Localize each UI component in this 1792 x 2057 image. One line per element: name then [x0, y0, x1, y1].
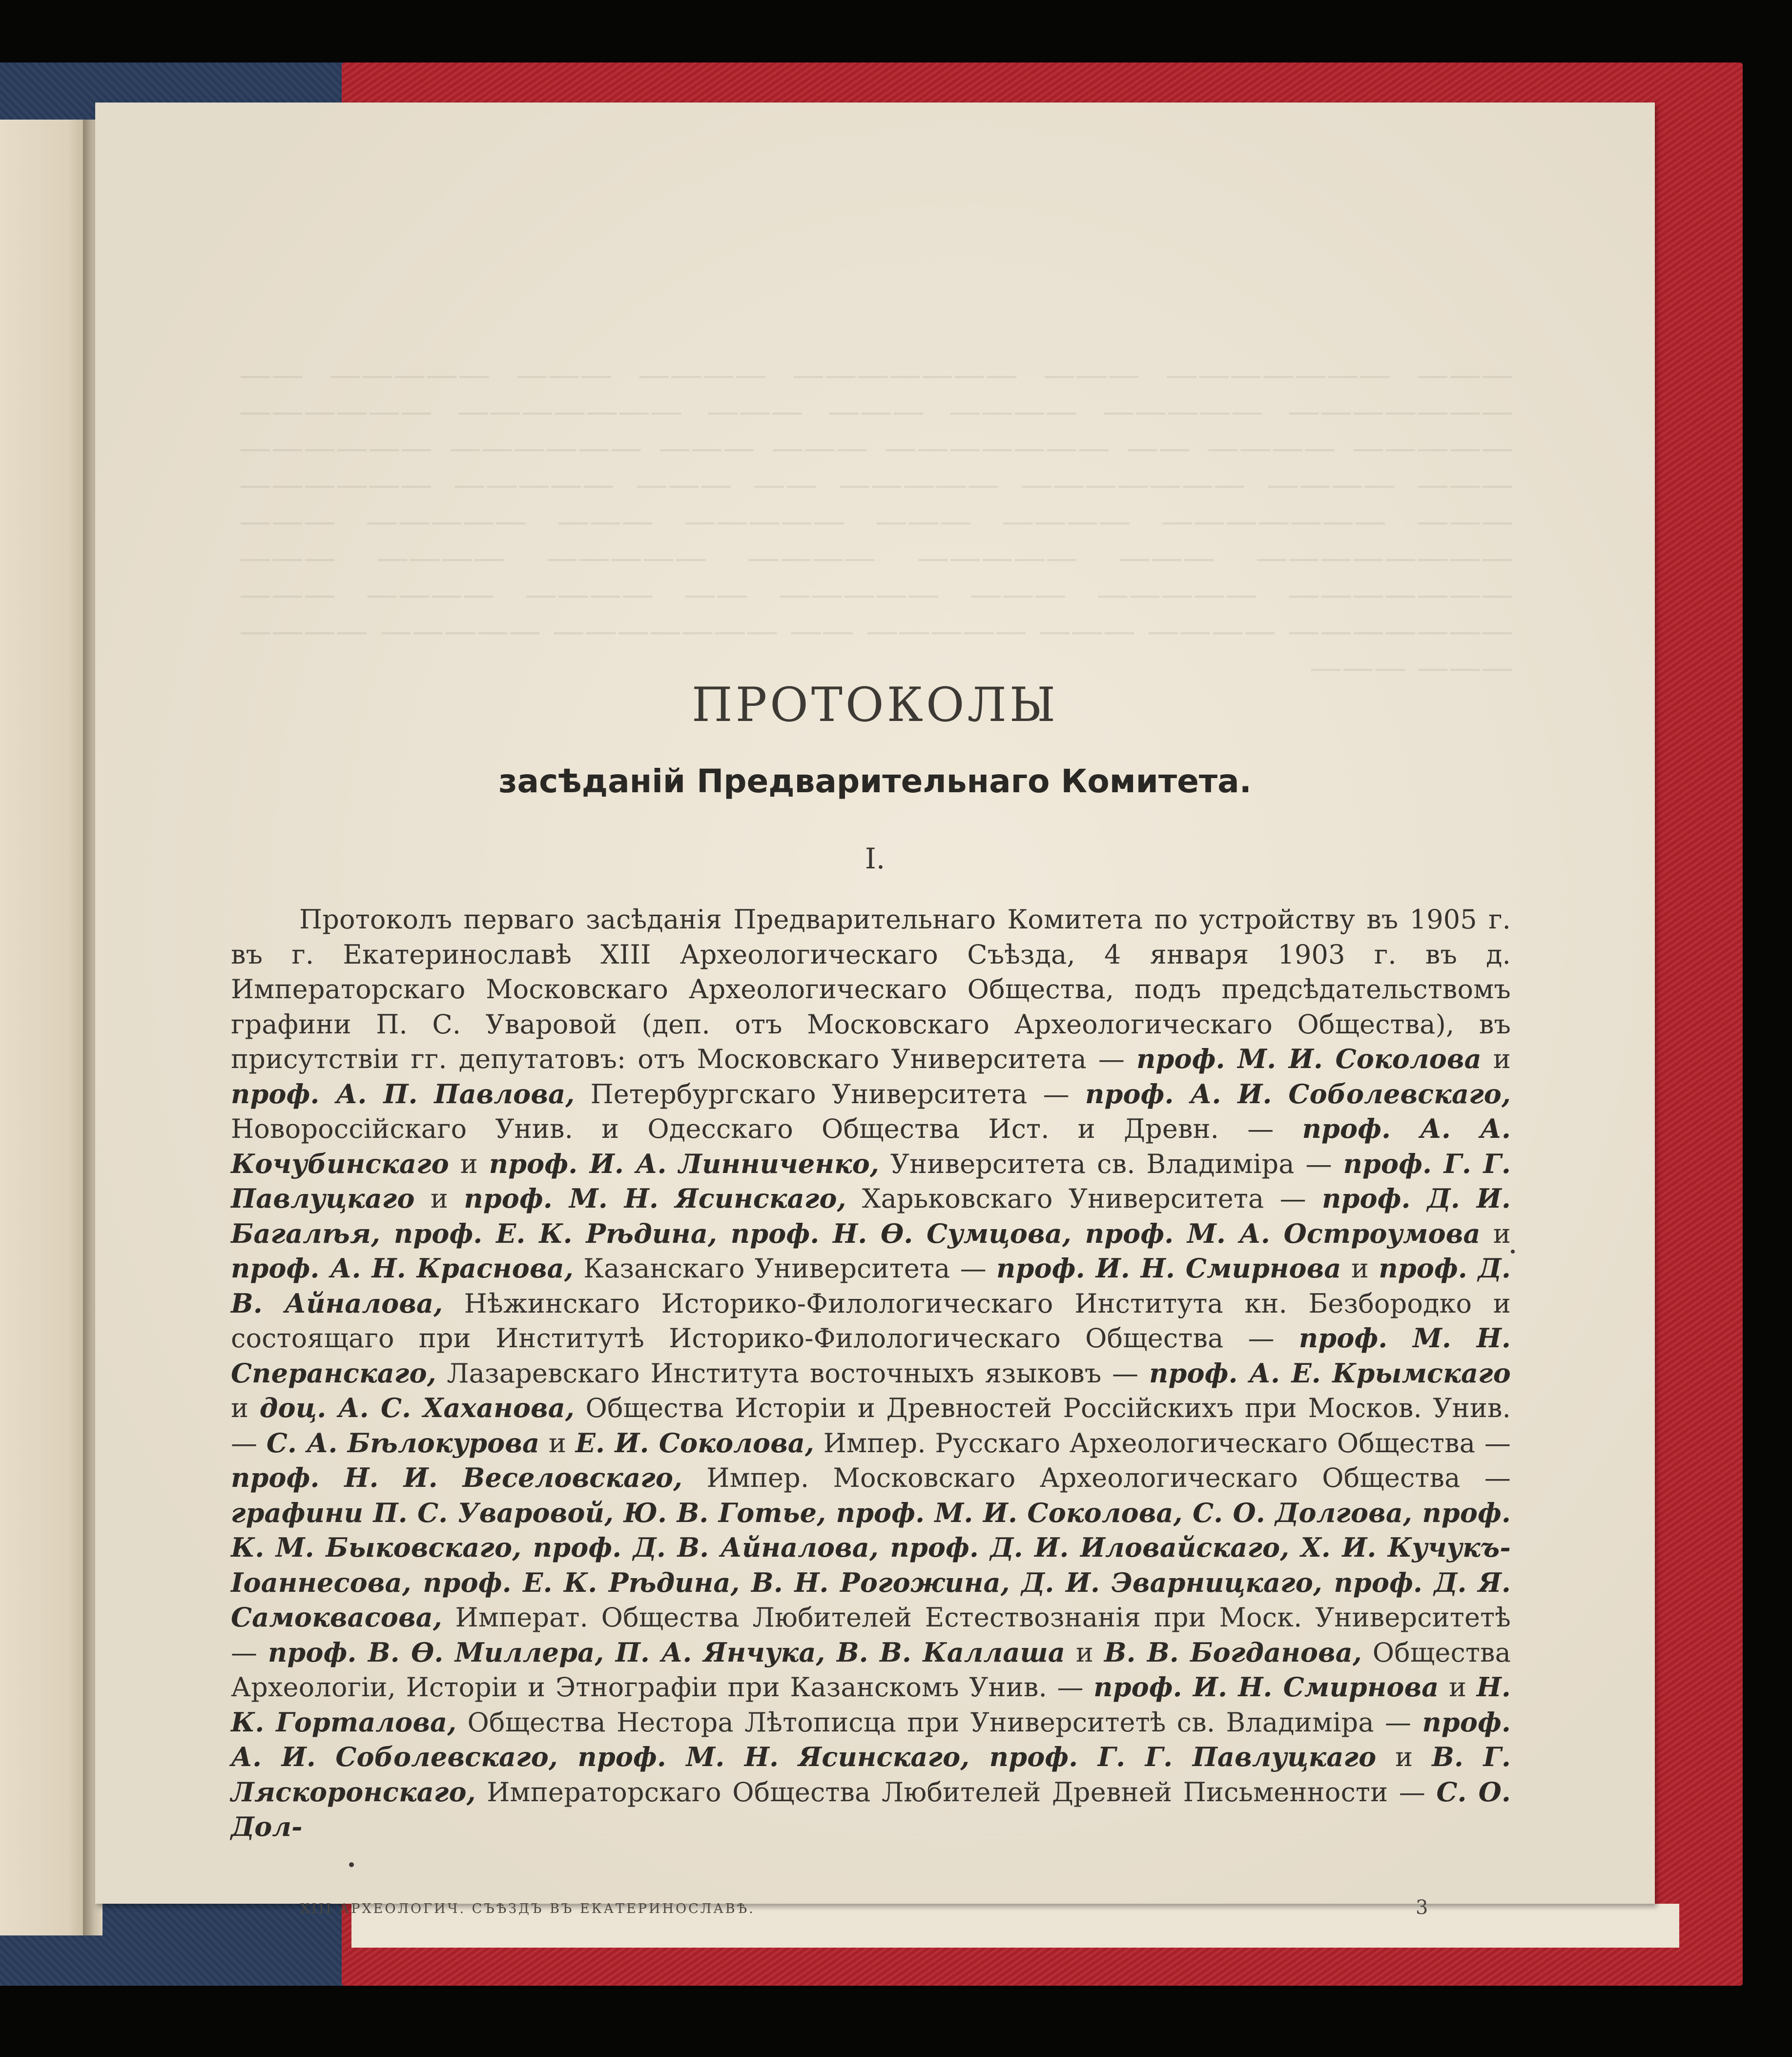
person-name-italic: проф. А. И. Соболевскаго, — [1085, 1078, 1511, 1110]
page-title: ПРОТОКОЛЫ — [691, 678, 1059, 732]
text-run: Университета св. Владиміра — — [879, 1148, 1343, 1179]
text-run: Харьковскаго Университета — — [846, 1183, 1322, 1214]
text-run: и — [1376, 1742, 1432, 1772]
text-run: Протоколъ перваго засѣданія Предварительнаго Комитета по устройству въ 1905 г. въ г. Екатеринославѣ XIII Археологическаго Съѣзда, 4 января 1903 г. въ д. Императорскаго Московскаго Археологическаго Общества, подъ предсѣдательствомъ графини П. С. Уваровой (деп. отъ Московскаго Археологическаго Общества), въ присутствіи гг. депутатовъ: отъ Московскаго Университета — — [231, 904, 1511, 1074]
person-name-italic: проф. Д. И. Багалѣя, проф. Е. К. Рѣдина, проф. Н. Ѳ. Сумцова, проф. М. А. Остроумова — [231, 1183, 1511, 1249]
book-page — [95, 103, 1655, 1919]
person-name-italic: проф. Д. В. Айналова, — [231, 1253, 1511, 1319]
text-run: Импер. Русскаго Археологическаго Общества — — [814, 1427, 1511, 1459]
running-footer: XIII АРХЕОЛОГИЧ. СЪѢЗДЪ ВЪ ЕКАТЕРИНОСЛАВѢ. — [300, 1901, 755, 1916]
person-name-italic: проф. А. А. Кочубинскаго — [231, 1113, 1511, 1179]
text-run: Общества Исторіи и Древностей Россійскихъ при Москов. Унив. — — [231, 1393, 1511, 1459]
text-run: и — [1439, 1672, 1477, 1703]
person-name-italic: проф. В. Ѳ. Миллера, П. А. Янчука, В. В. Каллаша — [268, 1636, 1066, 1668]
page-number: 3 — [1416, 1896, 1428, 1919]
protocol-paragraph — [231, 902, 1511, 1845]
text-run: Нѣжинскаго Историко-Филологическаго Института кн. Безбородко и состоящаго при Институтѣ Историко-Филологическаго Общества — — [231, 1288, 1511, 1354]
person-name-italic: Е. И. Соколова, — [575, 1427, 815, 1459]
text-run: Импер. Московскаго Археологическаго Общества — — [682, 1462, 1511, 1493]
text-run: и — [1065, 1637, 1104, 1668]
text-run: и — [539, 1427, 576, 1459]
person-name-italic: проф. М. Н. Сперанскаго, — [231, 1322, 1511, 1389]
bleed-through-text: ——— ——————— ——— ——————— ———— ——— ————— —— ——————— ————— ———— ——— ——— ——————— —————— ————— ———— —— ——————— ——— ——— —————— —————— ——— ———— ——————— ————— —— ——— ————— —————— ——— ——————— ———— ——— ————— ——— ————— ——— ———————— ——— ————— ———— ————— ———— ——— ——————— ————— ——— ————— —— ———— ———— ——— ——————— ———— ——— ————— —— ——————— ————— ———— ——— ——— — [239, 356, 1513, 686]
text-run: и — [1480, 1218, 1511, 1249]
paper-speck — [349, 1862, 354, 1867]
text-run: Императорскаго Общества Любителей Древней Письменности — — [475, 1776, 1437, 1808]
person-name-italic: проф. И. Н. Смирнова — [1093, 1671, 1439, 1703]
person-name-italic: проф. А. Н. Краснова, — [231, 1253, 574, 1284]
protocol-body — [231, 902, 1511, 1845]
text-run: Общества Археологіи, Исторіи и Этнографіи при Казанскомъ Унив. — — [231, 1637, 1511, 1703]
text-run: Петербургскаго Университета — — [575, 1078, 1086, 1110]
text-run: и — [1341, 1253, 1379, 1284]
person-name-italic: проф. Н. И. Веселовскаго, — [231, 1462, 683, 1493]
text-run: и — [449, 1148, 489, 1179]
person-name-italic: графини П. С. Уваровой, Ю. В. Готье, проф. М. И. Соколова, С. О. Долгова, проф. К. М. Быковскаго, проф. Д. В. Айналова, проф. Д. И. Иловайскаго, Х. И. Кучукъ-Іоаннесова, проф. Е. К. Рѣдина, В. Н. Рогожина, Д. И. Эварницкаго, проф. Д. Я. Самоквасова, — [231, 1497, 1511, 1633]
person-name-italic: проф. И. А. Линниченко, — [489, 1148, 880, 1179]
person-name-italic: проф. М. Н. Ясинскаго, — [464, 1183, 846, 1214]
person-name-italic: проф. Г. Г. Павлуцкаго — [231, 1148, 1511, 1214]
person-name-italic: С. О. Дол- — [231, 1776, 1511, 1842]
person-name-italic: В. Г. Ляскоронскаго, — [231, 1741, 1511, 1808]
section-numeral: I. — [865, 842, 886, 875]
page-subtitle: засѣданій Предварительнаго Комитета. — [498, 762, 1252, 800]
paper-speck — [1511, 1250, 1515, 1254]
text-run: и — [1481, 1044, 1511, 1074]
person-name-italic: В. В. Богданова, — [1104, 1636, 1362, 1668]
person-name-italic: Н. К. Горталова, — [231, 1671, 1511, 1738]
text-run: Императ. Общества Любителей Естествознанія при Моск. Университетѣ — — [231, 1602, 1511, 1668]
text-run: Общества Нестора Лѣтописца при Университетѣ св. Владиміра — — [456, 1707, 1422, 1738]
person-name-italic: доц. А. С. Хаханова, — [259, 1392, 575, 1423]
text-run: и — [414, 1183, 464, 1214]
text-run: Казанскаго Университета — — [573, 1253, 997, 1284]
text-run: и — [231, 1393, 260, 1423]
person-name-italic: проф. А. И. Соболевскаго, проф. М. Н. Ясинскаго, проф. Г. Г. Павлуцкаго — [231, 1706, 1511, 1772]
person-name-italic: проф. И. Н. Смирнова — [996, 1253, 1341, 1284]
person-name-italic: С. А. Бѣлокурова — [266, 1427, 540, 1459]
text-run: Лазаревскаго Института восточныхъ языковъ — — [436, 1358, 1150, 1389]
text-run: Новороссійскаго Унив. и Одесскаго Общества Ист. и Древн. — — [231, 1113, 1302, 1144]
person-name-italic: проф. А. Е. Крымскаго — [1149, 1357, 1511, 1389]
person-name-italic: проф. М. И. Соколова — [1136, 1043, 1482, 1074]
person-name-italic: проф. А. П. Павлова, — [231, 1078, 575, 1110]
